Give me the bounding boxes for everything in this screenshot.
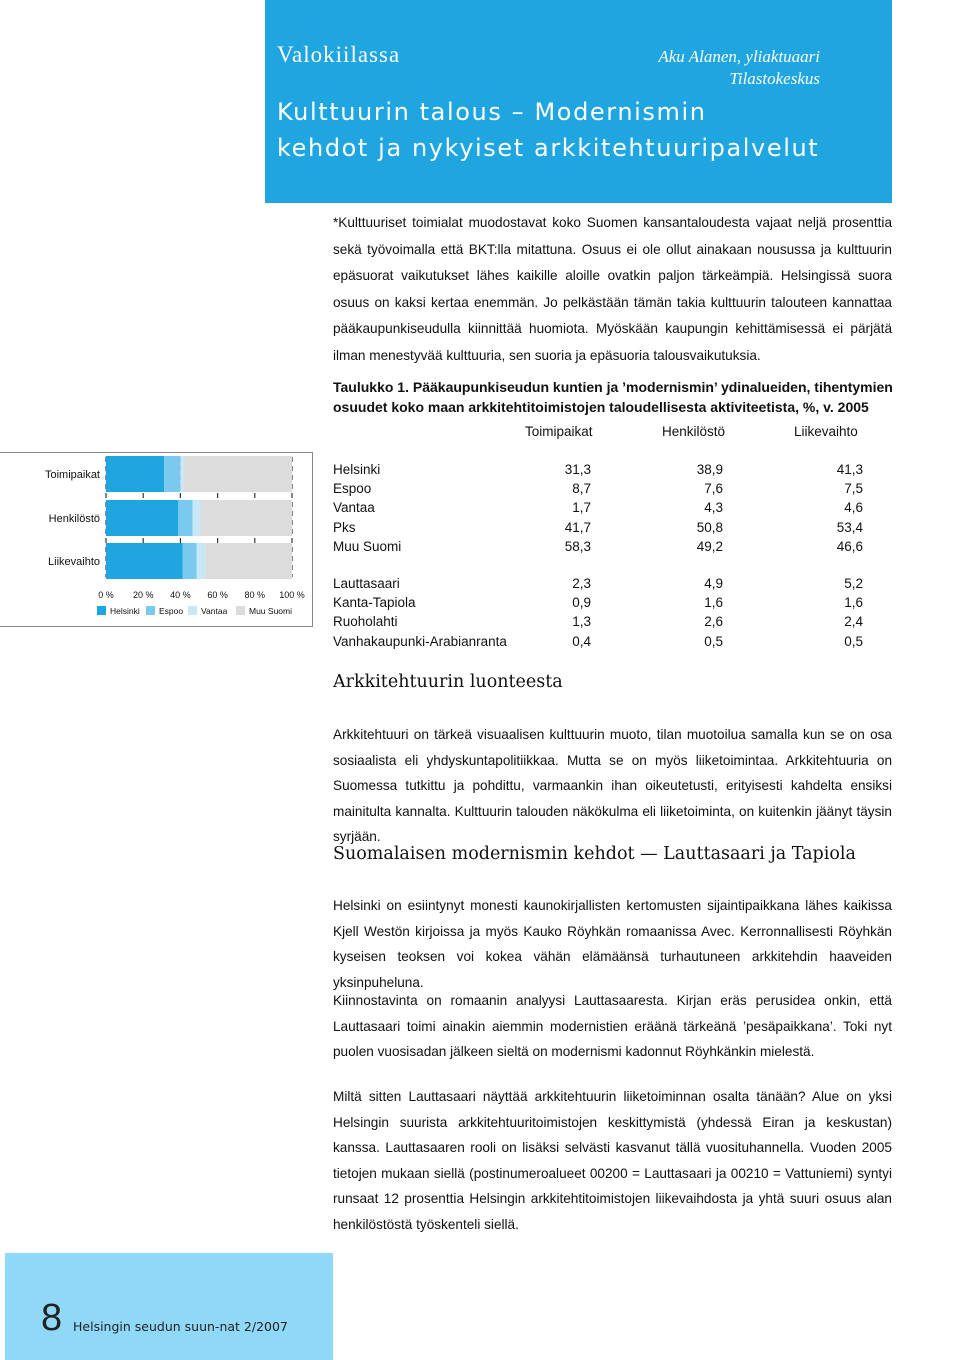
row-value: 2,3 <box>572 576 591 591</box>
column-header-toimipaikat: Toimipaikat <box>525 424 593 439</box>
row-value: 1,7 <box>572 500 591 516</box>
chart-bar-segment <box>180 456 183 492</box>
row-value: 49,2 <box>696 538 723 554</box>
row-value: 7,6 <box>704 481 723 497</box>
row-value: 46,6 <box>836 538 863 554</box>
author-org: Tilastokeskus <box>729 69 820 88</box>
publication-name: Helsingin seudun suun-nat 2/2007 <box>73 1319 288 1334</box>
row-label: Helsinki <box>333 462 381 477</box>
row-value: 8,7 <box>572 481 591 497</box>
table-row <box>333 479 863 498</box>
row-value: 4,3 <box>704 500 723 516</box>
table-row <box>333 537 863 556</box>
chart-legend-swatch <box>146 606 155 615</box>
chart-category-label: Toimipaikat <box>44 469 100 481</box>
chart-bar-segment <box>200 500 292 536</box>
chart-category-label: Liikevaihto <box>48 556 100 568</box>
chart-tick-label: 60 % <box>207 590 228 600</box>
table-row <box>333 593 863 612</box>
chart-bar-segment <box>197 543 206 579</box>
chart-legend-label: Muu Suomi <box>249 606 292 616</box>
row-value: 2,4 <box>844 614 863 630</box>
table-row <box>333 518 863 537</box>
row-value: 5,2 <box>844 576 863 591</box>
chart-bar-segment <box>164 456 180 492</box>
row-value: 58,3 <box>564 538 591 554</box>
chart-legend-label: Espoo <box>159 606 184 616</box>
chart-svg <box>0 453 313 628</box>
chart-tick-label: 40 % <box>170 590 191 600</box>
table-row <box>333 574 863 593</box>
row-value: 41,7 <box>564 519 591 535</box>
data-table-municipalities <box>333 460 863 556</box>
row-value: 4,6 <box>844 500 863 516</box>
row-value: 0,4 <box>572 633 591 649</box>
chart-bar-segment <box>184 456 292 492</box>
section-heading-modernismi: Suomalaisen modernismin kehdot — Lauttasaari ja Tapiola <box>333 844 856 864</box>
row-value: 1,6 <box>704 595 723 611</box>
chart-tick-label: 20 % <box>132 590 154 600</box>
table-caption: Taulukko 1. Pääkaupunkiseudun kuntien ja ’modernismin’ ydinalueiden, tihentymien osuudet koko maan arkkitehtitoimistojen taloudellisesta aktiviteetista, %, v. 2005 <box>333 379 893 415</box>
page-number: 8 <box>41 1297 63 1339</box>
column-header-liikevaihto: Liikevaihto <box>794 424 858 439</box>
row-label: Vanhakaupunki-Arabianranta <box>333 633 507 649</box>
chart-legend-label: Helsinki <box>110 606 140 616</box>
paragraph-helsinki-2: Kiinnostavinta on romaanin analyysi Lauttasaaresta. Kirjan eräs perusidea onkin, että Lauttasaari toimi ainakin aiemmin modernistien eräänä tärkeänä ’pesäpaikkana’. Toki nyt puolen vuosisadan jälkeen sieltä on modernismi kadonnut Röyhkänkin mielestä. <box>333 993 892 1060</box>
row-value: 1,6 <box>844 595 863 611</box>
row-label: Kanta-Tapiola <box>333 595 416 611</box>
article-header <box>265 0 892 203</box>
chart-legend-label: Vantaa <box>201 606 228 616</box>
chart-bar-segment <box>106 543 183 579</box>
chart-bar-segment <box>178 500 192 536</box>
table-row <box>333 498 863 517</box>
row-label: Ruoholahti <box>333 614 398 630</box>
chart-bar-segment <box>106 456 164 492</box>
paragraph-helsinki-3: Miltä sitten Lauttasaari näyttää arkkitehtuurin liiketoiminnan osalta tänään? Alue on yksi Helsingin suurista arkkitehtuuritoimistojen keskittymistä (yhdessä Eiran ja keskustan) kanssa. Lauttasaaren rooli on lisäksi selvästi kasvanut tällä vuosituhannella. Vuoden 2005 tietojen mukaan siellä (postinumeroalueet 00200 = Lauttasaari ja 00210 = Vattuniemi) syntyi runsaat 12 prosenttia Helsingin arkkitehtitoimistojen liikevaihdosta ja yhtä suuri osuus alan henkilöstöstä työskenteli siellä. <box>333 1089 892 1232</box>
intro-paragraph: *Kulttuuriset toimialat muodostavat koko Suomen kansantaloudesta vajaat neljä prosenttia sekä työvoimalla että BKT:lla mitattuna. Osuus ei ole ollut ainakaan nousussa ja kulttuurin epäsuorat vaikutukset lähes kaikille aloille ovatkin paljon tärkeämpiä. Helsingissä suora osuus on kaksi kertaa enemmän. Jo pelkästään tämän takia kulttuurin talouteen kannattaa pääkaupunkiseudulla kiinnittää huomiota. Myöskään kaupungin kehittämisessä ei pärjätä ilman menestyvää kulttuuria, sen suoria ja epäsuoria talousvaikutuksia. <box>333 215 892 363</box>
chart-bar-segment <box>192 500 200 536</box>
row-value: 38,9 <box>696 462 723 477</box>
table-row <box>333 612 863 631</box>
author-name: Aku Alanen, yliaktuaari <box>658 47 820 66</box>
data-table-core-areas <box>333 574 863 651</box>
row-value: 31,3 <box>564 462 591 477</box>
row-value: 0,5 <box>844 633 863 649</box>
chart-legend-swatch <box>236 606 245 615</box>
stacked-bar-chart <box>0 452 313 627</box>
title-line-2: kehdot ja nykyiset arkkitehtuuripalvelut <box>277 134 820 162</box>
row-label: Vantaa <box>333 500 375 516</box>
row-value: 50,8 <box>696 519 723 535</box>
row-label: Muu Suomi <box>333 538 402 554</box>
paragraph-helsinki-1: Helsinki on esiintynyt monesti kaunokirjallisten kertomusten sijaintipaikkana lähes kaikissa Kjell Westön kirjoissa ja myös Kauko Röyhkän romaanissa Avec. Kerronnallisesti Röyhkän kyseisen teoksen voi kokea vähän elämäänsä turhautuneen arkkitehdin haaveiden yksinpuheluna. <box>333 898 892 990</box>
row-label: Pks <box>333 519 356 535</box>
row-value: 4,9 <box>704 576 723 591</box>
section-kicker: Valokiilassa <box>277 42 401 67</box>
chart-tick-label: 0 % <box>98 590 114 600</box>
row-value: 2,6 <box>704 614 723 630</box>
row-value: 0,9 <box>572 595 591 611</box>
article-title <box>277 94 877 166</box>
row-value: 0,5 <box>704 633 723 649</box>
row-value: 41,3 <box>836 462 863 477</box>
page-footer <box>5 1253 333 1360</box>
chart-tick-label: 80 % <box>244 590 266 600</box>
chart-bar-segment <box>106 500 178 536</box>
chart-legend-swatch <box>188 606 197 615</box>
row-value: 53,4 <box>836 519 863 535</box>
chart-bar-segment <box>183 543 197 579</box>
chart-category-label: Henkilöstö <box>48 513 100 525</box>
row-value: 7,5 <box>844 481 863 497</box>
chart-bar-segment <box>205 543 292 579</box>
chart-legend-swatch <box>97 606 106 615</box>
section-heading-arkkitehtuuri: Arkkitehtuurin luonteesta <box>333 672 563 692</box>
paragraph-arkkitehtuuri: Arkkitehtuuri on tärkeä visuaalisen kulttuurin muoto, tilan muotoilua samalla kun se on osa sosiaalista eli yhdyskuntapolitiikkaa. Mutta se on myös liiketoimintaa. Arkkitehtuuria on Suomessa tutkittu ja pohdittu, varmaankin ihan oikeutetusti, erityisesti kahdelta ensiksi mainitulta kannalta. Kulttuurin talouden näkökulma eli liiketoiminta, on kuitenkin jäänyt täysin syrjään. <box>333 727 892 845</box>
column-header-henkilosto: Henkilöstö <box>662 424 726 439</box>
table-row <box>333 460 863 479</box>
chart-tick-label: 100 % <box>279 590 305 600</box>
row-value: 1,3 <box>572 614 591 630</box>
table-row <box>333 632 863 651</box>
row-label: Lauttasaari <box>333 576 400 591</box>
author-block <box>658 46 820 90</box>
row-label: Espoo <box>333 481 372 497</box>
title-line-1: Kulttuurin talous – Modernismin <box>277 98 707 126</box>
